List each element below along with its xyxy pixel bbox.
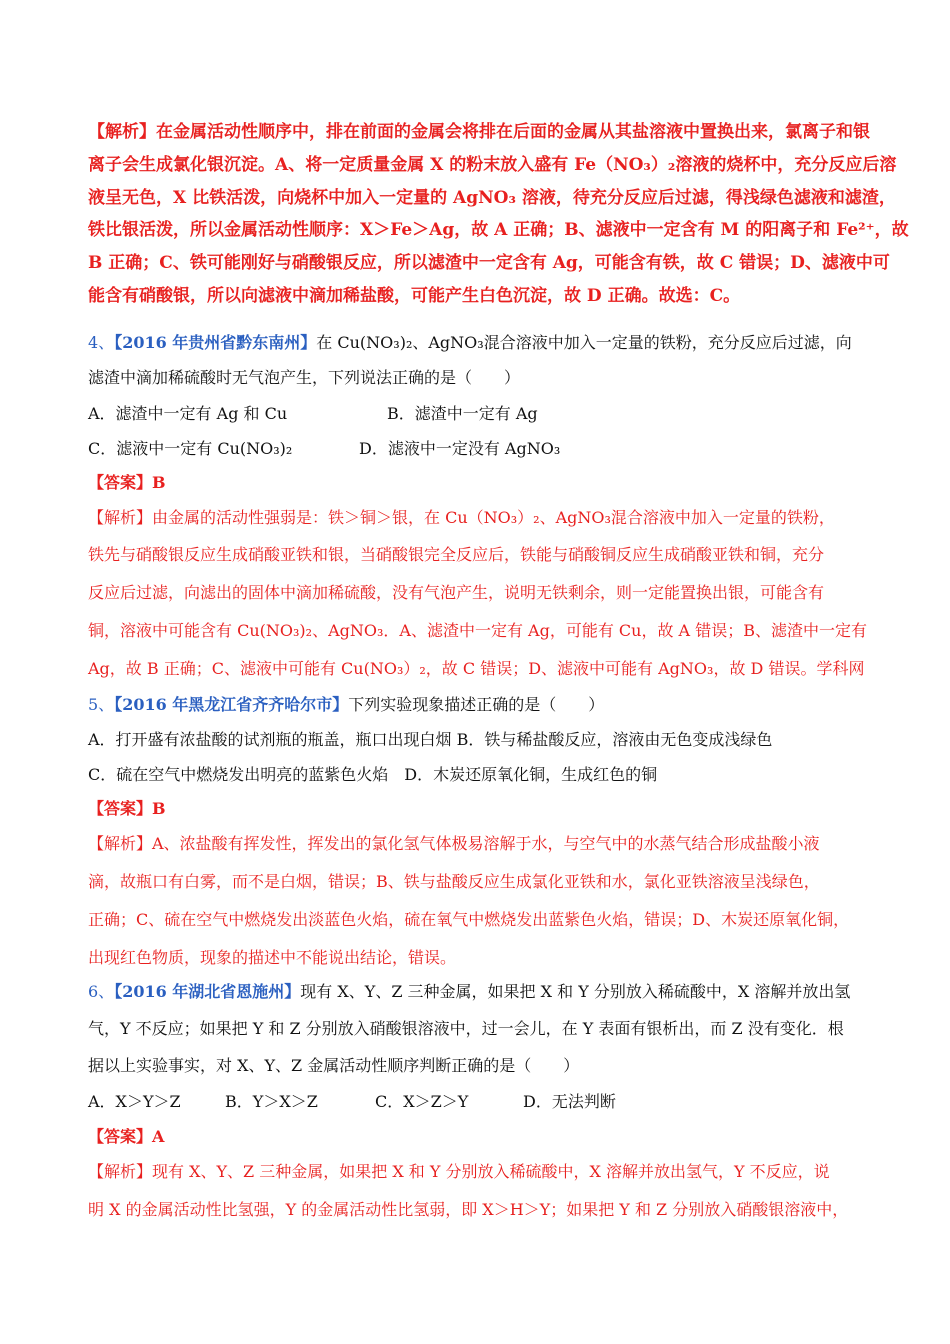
q4-stem-line-1 xyxy=(88,333,852,353)
q6-option-d: D．无法判断 xyxy=(523,1092,616,1111)
q6-option-a: A．X＞Y＞Z xyxy=(88,1092,181,1111)
q4-analysis-line-4: 铜，溶液中可能含有 Cu(NO₃)₂、AgNO₃．A、滤渣中一定有 Ag，可能有 Cu，故 A 错误；B、滤渣中一定有 xyxy=(88,621,867,640)
q5-stem-text: 下列实验现象描述正确的是（ ） xyxy=(348,695,605,714)
q6-option-b: B．Y＞X＞Z xyxy=(225,1092,318,1111)
q4-stem-text: 在 Cu(NO₃)₂、AgNO₃混合溶液中加入一定量的铁粉，充分反应后过滤，向 xyxy=(316,333,852,352)
q3-analysis-line-1: 【解析】在金属活动性顺序中，排在前面的金属会将排在后面的金属从其盐溶液中置换出来，氯离子和银 xyxy=(88,122,870,142)
q3-analysis-line-5: B 正确；C、铁可能刚好与硝酸银反应，所以滤渣中一定含有 Ag，可能含有铁，故 C 错误；D、滤液中可 xyxy=(88,253,890,273)
q6-answer: 【答案】A xyxy=(88,1127,165,1146)
q6-stem-line-3: 据以上实验事实，对 X、Y、Z 金属活动性顺序判断正确的是（ ） xyxy=(88,1056,580,1075)
q6-source: 【2016 年湖北省恩施州】 xyxy=(114,982,301,1001)
q4-answer: 【答案】B xyxy=(88,473,166,492)
q4-analysis-line-1: 【解析】由金属的活动性强弱是：铁＞铜＞银，在 Cu（NO₃）₂、AgNO₃混合溶液中加入一定量的铁粉， xyxy=(88,508,835,527)
q4-analysis-line-2: 铁先与硝酸银反应生成硝酸亚铁和银，当硝酸银完全反应后，铁能与硝酸铜反应生成硝酸亚铁和铜，充分 xyxy=(88,545,825,564)
q4-option-c: C．滤液中一定有 Cu(NO₃)₂ xyxy=(88,439,293,458)
q5-options-ab: A．打开盛有浓盐酸的试剂瓶的瓶盖，瓶口出现白烟 B．铁与稀盐酸反应，溶液由无色变成浅绿色 xyxy=(88,730,773,749)
q4-number: 4、 xyxy=(88,333,115,352)
q5-analysis-line-1: 【解析】A、浓盐酸有挥发性，挥发出的氯化氢气体极易溶解于水，与空气中的水蒸气结合形成盐酸小液 xyxy=(88,834,820,853)
q6-number: 6、 xyxy=(88,982,115,1001)
q4-stem-line-2: 滤渣中滴加稀硫酸时无气泡产生，下列说法正确的是（ ） xyxy=(88,368,521,387)
q5-answer: 【答案】B xyxy=(88,799,166,818)
q6-stem-text: 现有 X、Y、Z 三种金属，如果把 X 和 Y 分别放入稀硫酸中，X 溶解并放出氢 xyxy=(300,982,851,1001)
q3-analysis-line-2: 离子会生成氯化银沉淀。A、将一定质量金属 X 的粉末放入盛有 Fe（NO₃）₂溶液的烧杯中，充分反应后溶 xyxy=(88,155,897,175)
q5-number: 5、 xyxy=(88,695,115,714)
q3-analysis-line-3: 液呈无色，X 比铁活泼，向烧杯中加入一定量的 AgNO₃ 溶液，待充分反应后过滤，得浅绿色滤液和滤渣， xyxy=(88,188,896,208)
q4-option-d: D．滤液中一定没有 AgNO₃ xyxy=(359,439,561,458)
q6-option-c: C．X＞Z＞Y xyxy=(375,1092,469,1111)
q5-stem xyxy=(88,695,604,715)
q4-analysis-line-5: Ag，故 B 正确；C、滤液中可能有 Cu(NO₃）₂，故 C 错误；D、滤液中可能有 AgNO₃，故 D 错误。学科网 xyxy=(88,659,865,678)
q3-analysis-line-6: 能含有硝酸银，所以向滤液中滴加稀盐酸，可能产生白色沉淀，故 D 正确。故选：C。 xyxy=(88,286,741,306)
q5-options-cd: C．硫在空气中燃烧发出明亮的蓝紫色火焰 D．木炭还原氧化铜，生成红色的铜 xyxy=(88,765,658,784)
q5-analysis-line-4: 出现红色物质，现象的描述中不能说出结论，错误。 xyxy=(88,948,457,967)
q4-source: 【2016 年贵州省黔东南州】 xyxy=(114,333,317,352)
q6-stem-line-2: 气，Y 不反应；如果把 Y 和 Z 分别放入硝酸银溶液中，过一会儿，在 Y 表面有银析出，而 Z 没有变化．根 xyxy=(88,1019,844,1038)
q4-option-b: B．滤渣中一定有 Ag xyxy=(387,404,538,423)
q5-analysis-line-2: 滴，故瓶口有白雾，而不是白烟，错误；B、铁与盐酸反应生成氯化亚铁和水，氯化亚铁溶液呈浅绿色， xyxy=(88,872,820,891)
q3-analysis-line-4: 铁比银活泼，所以金属活动性顺序：X＞Fe＞Ag，故 A 正确；B、滤液中一定含有 M 的阳离子和 Fe²⁺，故 xyxy=(88,220,909,240)
q5-source: 【2016 年黑龙江省齐齐哈尔市】 xyxy=(114,695,349,714)
q6-stem-line-1 xyxy=(88,982,850,1002)
q6-analysis-line-2: 明 X 的金属活动性比氢强，Y 的金属活动性比氢弱，即 X＞H＞Y；如果把 Y 和 Z 分别放入硝酸银溶液中， xyxy=(88,1200,849,1219)
q6-analysis-line-1: 【解析】现有 X、Y、Z 三种金属，如果把 X 和 Y 分别放入稀硫酸中，X 溶解并放出氢气，Y 不反应，说 xyxy=(88,1162,830,1181)
q4-option-a: A．滤渣中一定有 Ag 和 Cu xyxy=(88,404,288,423)
q5-analysis-line-3: 正确；C、硫在空气中燃烧发出淡蓝色火焰，硫在氧气中燃烧发出蓝紫色火焰，错误；D、木炭还原氧化铜， xyxy=(88,910,850,929)
q4-analysis-line-3: 反应后过滤，向滤出的固体中滴加稀硫酸，没有气泡产生，说明无铁剩余，则一定能置换出银，可能含有 xyxy=(88,583,825,602)
